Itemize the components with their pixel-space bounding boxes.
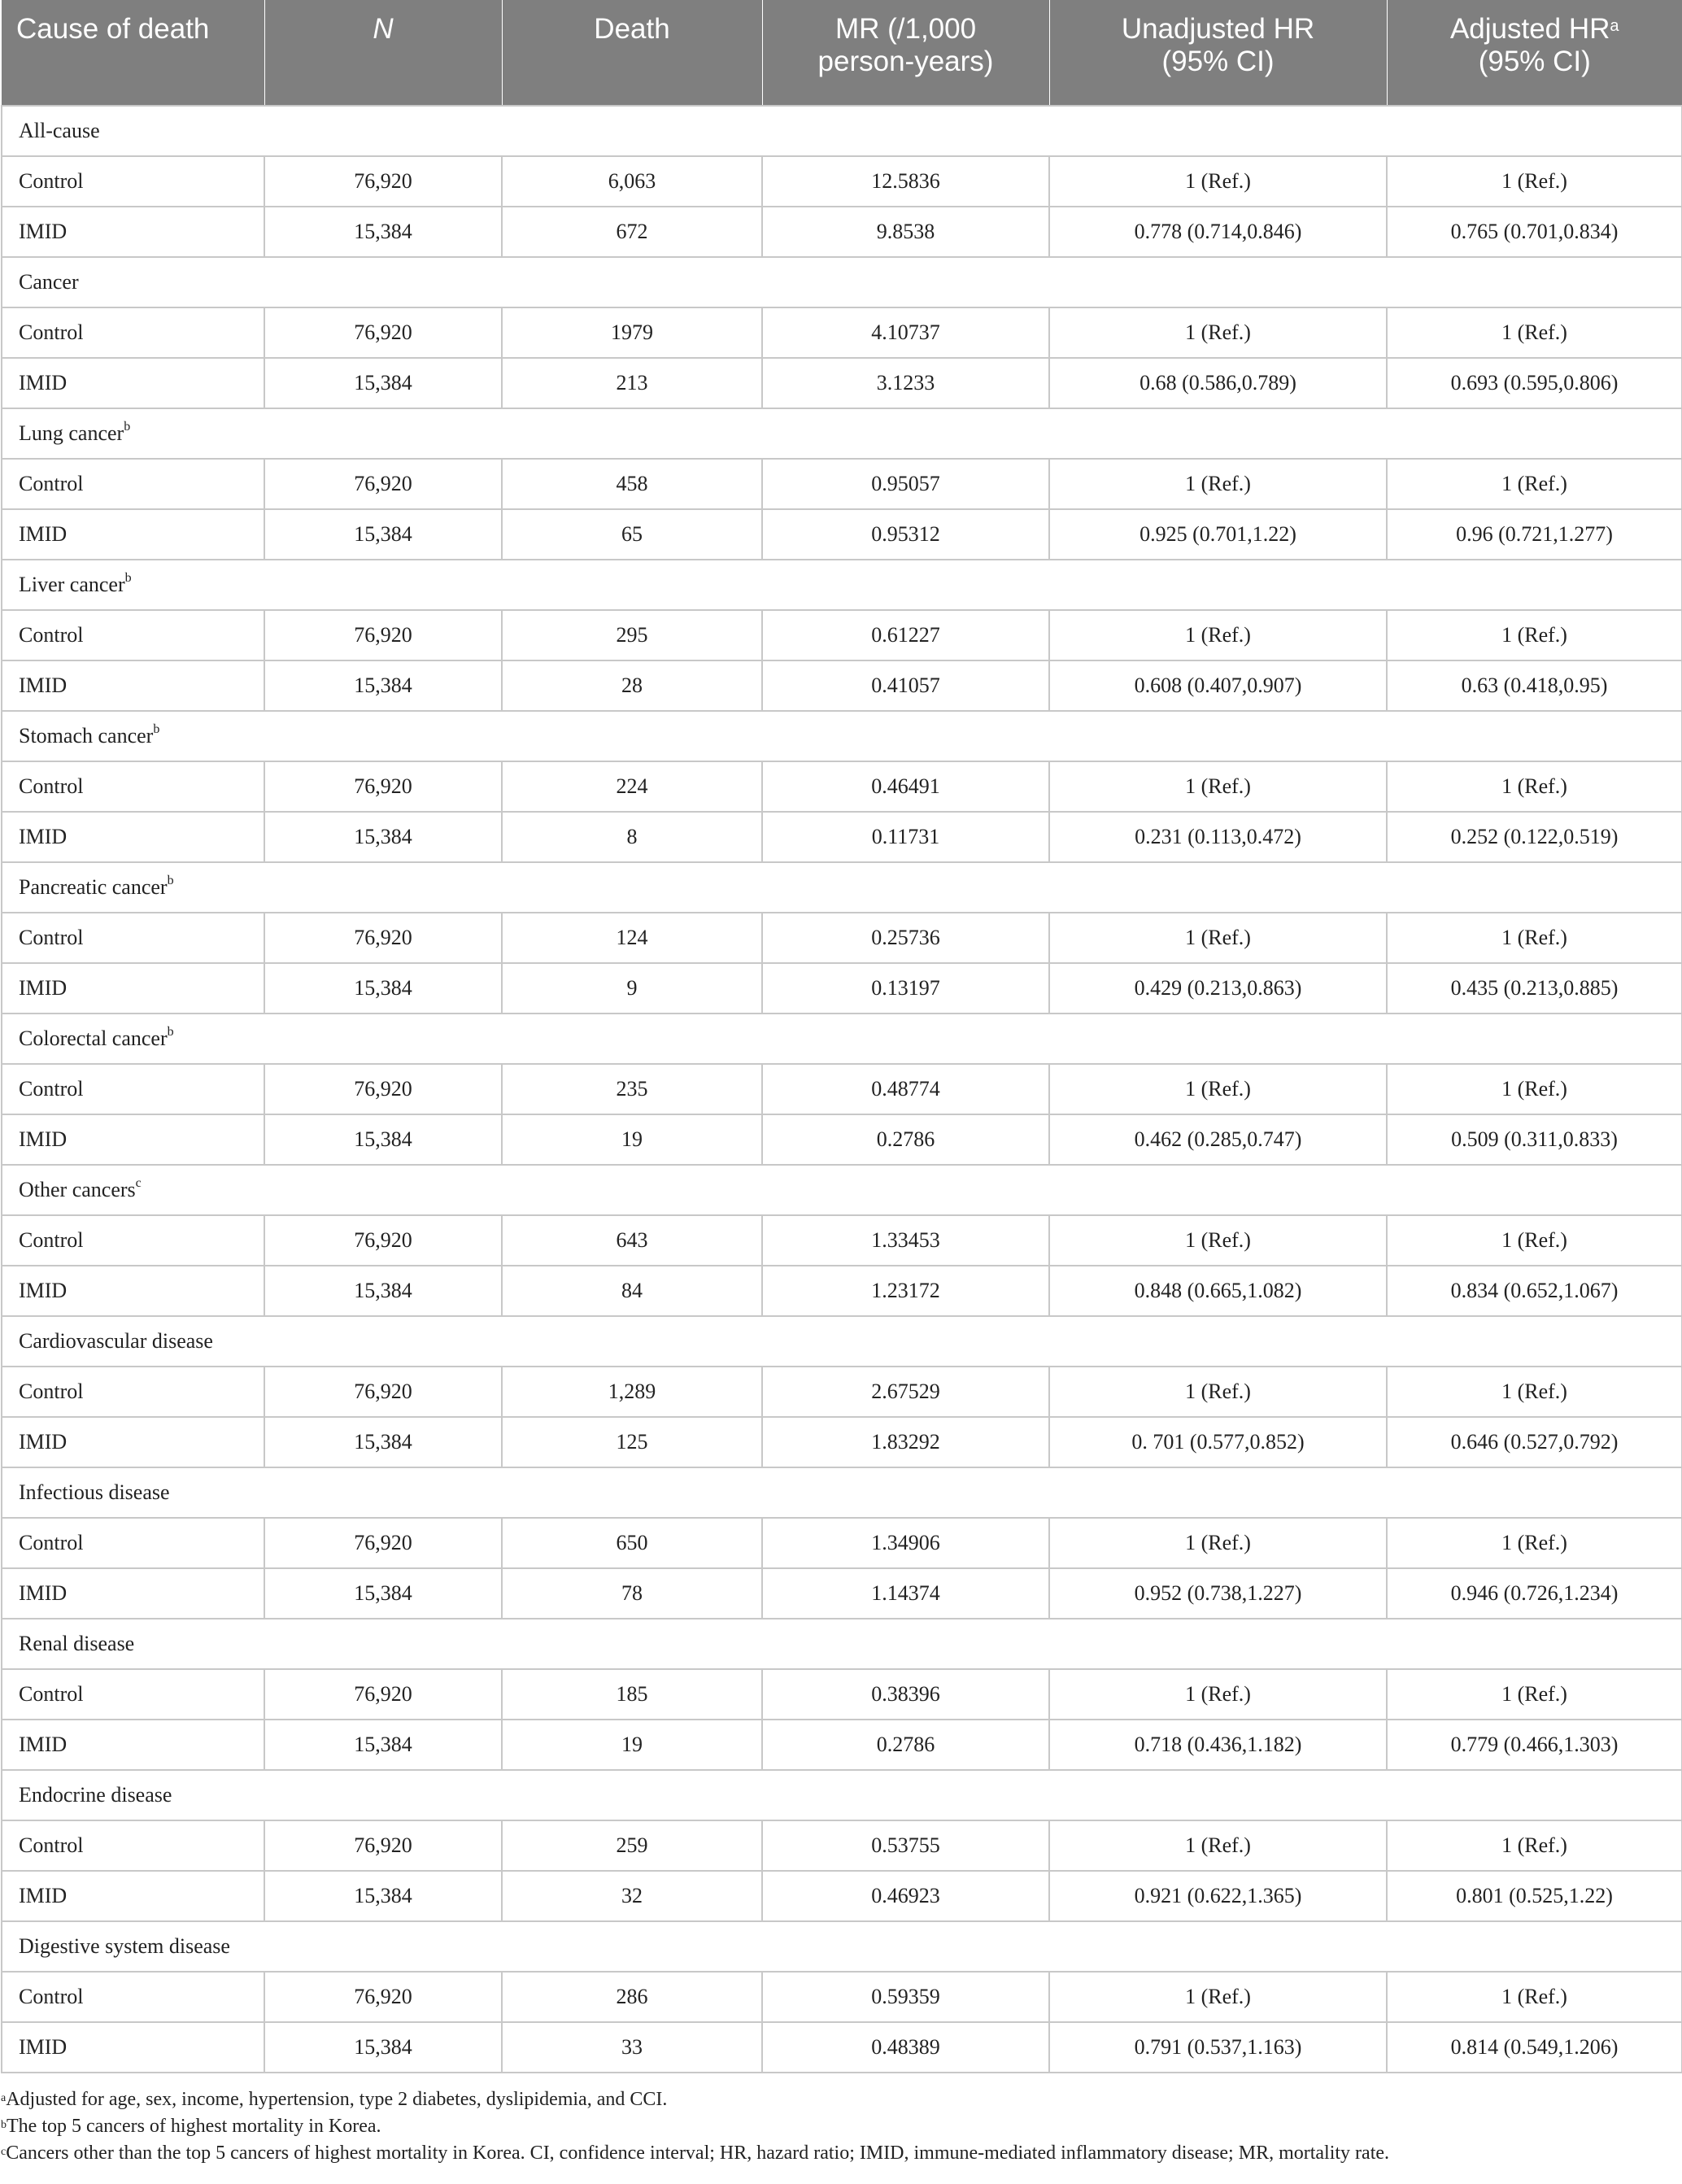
mr-cell: 1.33453	[762, 1215, 1049, 1266]
group-cell: IMID	[2, 963, 264, 1014]
group-cell: Control	[2, 1064, 264, 1114]
unadjusted-hr-cell: 1 (Ref.)	[1049, 459, 1387, 509]
adjusted-hr-cell: 1 (Ref.)	[1387, 761, 1682, 812]
death-cell: 19	[502, 1114, 762, 1165]
mr-cell: 0.95057	[762, 459, 1049, 509]
footnote	[1, 2140, 1681, 2167]
n-cell: 15,384	[264, 812, 502, 862]
n-cell: 76,920	[264, 307, 502, 358]
cause-label-cell	[2, 711, 1682, 761]
mortality-table	[1, 0, 1682, 2073]
unadjusted-hr-cell: 1 (Ref.)	[1049, 1820, 1387, 1871]
cause-label: Stomach cancer	[19, 724, 154, 748]
adjusted-hr-cell: 1 (Ref.)	[1387, 1669, 1682, 1720]
table-row	[2, 1871, 1682, 1921]
mortality-table-container	[1, 0, 1681, 2073]
n-cell: 76,920	[264, 156, 502, 207]
unadjusted-hr-cell: 0.231 (0.113,0.472)	[1049, 812, 1387, 862]
unadjusted-hr-cell: 0.848 (0.665,1.082)	[1049, 1266, 1387, 1316]
cause-label-cell	[2, 1770, 1682, 1820]
adjusted-hr-cell: 0.946 (0.726,1.234)	[1387, 1568, 1682, 1619]
mr-cell: 0.25736	[762, 913, 1049, 963]
unadjusted-hr-cell: 1 (Ref.)	[1049, 1367, 1387, 1417]
unadjusted-hr-cell: 0.791 (0.537,1.163)	[1049, 2022, 1387, 2073]
table-row	[2, 1568, 1682, 1619]
table-row	[2, 1266, 1682, 1316]
header-adj-sup: a	[1610, 17, 1619, 35]
header-death: Death	[502, 0, 762, 106]
table-header	[2, 0, 1682, 106]
cause-label: All-cause	[19, 119, 100, 142]
unadjusted-hr-cell: 0.718 (0.436,1.182)	[1049, 1720, 1387, 1770]
cause-label-cell	[2, 1921, 1682, 1972]
group-cell: Control	[2, 1820, 264, 1871]
death-cell: 458	[502, 459, 762, 509]
group-cell: Control	[2, 156, 264, 207]
table-body	[2, 106, 1682, 2073]
table-row	[2, 812, 1682, 862]
n-cell: 15,384	[264, 1114, 502, 1165]
cause-label-cell	[2, 862, 1682, 913]
n-cell: 15,384	[264, 1871, 502, 1921]
table-row	[2, 1518, 1682, 1568]
death-cell: 19	[502, 1720, 762, 1770]
footnote	[1, 2113, 1681, 2140]
cause-label: Cardiovascular disease	[19, 1329, 213, 1353]
n-cell: 76,920	[264, 913, 502, 963]
adjusted-hr-cell: 0.834 (0.652,1.067)	[1387, 1266, 1682, 1316]
cause-label: Infectious disease	[19, 1480, 170, 1504]
group-cell: IMID	[2, 812, 264, 862]
header-mr-line1: MR (/1,000	[834, 13, 977, 45]
adjusted-hr-cell: 0.765 (0.701,0.834)	[1387, 207, 1682, 257]
n-cell: 76,920	[264, 1669, 502, 1720]
cause-label: Digestive system disease	[19, 1934, 230, 1958]
adjusted-hr-cell: 0.814 (0.549,1.206)	[1387, 2022, 1682, 2073]
footnotes	[1, 2086, 1681, 2167]
group-cell: Control	[2, 1367, 264, 1417]
adjusted-hr-cell: 0.509 (0.311,0.833)	[1387, 1114, 1682, 1165]
table-row	[2, 1820, 1682, 1871]
cause-label: Colorectal cancer	[19, 1027, 168, 1050]
n-cell: 76,920	[264, 610, 502, 660]
group-cell: IMID	[2, 1114, 264, 1165]
death-cell: 78	[502, 1568, 762, 1619]
group-cell: IMID	[2, 509, 264, 560]
group-cell: Control	[2, 307, 264, 358]
group-cell: IMID	[2, 660, 264, 711]
mr-cell: 0.61227	[762, 610, 1049, 660]
mr-cell: 0.59359	[762, 1972, 1049, 2022]
cause-row	[2, 1467, 1682, 1518]
unadjusted-hr-cell: 1 (Ref.)	[1049, 1669, 1387, 1720]
table-row	[2, 660, 1682, 711]
mr-cell: 0.11731	[762, 812, 1049, 862]
cause-row	[2, 1921, 1682, 1972]
adjusted-hr-cell: 0.646 (0.527,0.792)	[1387, 1417, 1682, 1467]
cause-label-cell	[2, 1619, 1682, 1669]
n-cell: 15,384	[264, 1568, 502, 1619]
cause-row	[2, 711, 1682, 761]
death-cell: 32	[502, 1871, 762, 1921]
death-cell: 286	[502, 1972, 762, 2022]
cause-footnote-marker: b	[167, 874, 174, 887]
mr-cell: 0.48389	[762, 2022, 1049, 2073]
footnote-text: The top 5 cancers of highest mortality in Korea.	[7, 2116, 381, 2137]
n-cell: 15,384	[264, 1266, 502, 1316]
cause-row	[2, 560, 1682, 610]
table-row	[2, 2022, 1682, 2073]
unadjusted-hr-cell: 0.925 (0.701,1.22)	[1049, 509, 1387, 560]
mr-cell: 0.2786	[762, 1114, 1049, 1165]
mr-cell: 1.14374	[762, 1568, 1049, 1619]
mr-cell: 12.5836	[762, 156, 1049, 207]
header-n: N	[264, 0, 502, 106]
n-cell: 76,920	[264, 1972, 502, 2022]
table-row	[2, 509, 1682, 560]
mr-cell: 0.38396	[762, 1669, 1049, 1720]
mr-cell: 0.46491	[762, 761, 1049, 812]
footnote-marker: a	[1, 2092, 7, 2104]
header-cause-of-death: Cause of death	[2, 0, 264, 106]
table-row	[2, 358, 1682, 408]
group-cell: Control	[2, 1669, 264, 1720]
header-unadj-line2: (95% CI)	[1161, 46, 1275, 77]
group-cell: IMID	[2, 358, 264, 408]
cause-label-cell	[2, 1014, 1682, 1064]
unadjusted-hr-cell: 0.778 (0.714,0.846)	[1049, 207, 1387, 257]
unadjusted-hr-cell: 0.429 (0.213,0.863)	[1049, 963, 1387, 1014]
adjusted-hr-cell: 0.435 (0.213,0.885)	[1387, 963, 1682, 1014]
mr-cell: 0.48774	[762, 1064, 1049, 1114]
header-unadj-line1: Unadjusted HR	[1121, 13, 1315, 45]
cause-footnote-marker: b	[124, 571, 132, 585]
death-cell: 124	[502, 913, 762, 963]
group-cell: IMID	[2, 2022, 264, 2073]
death-cell: 213	[502, 358, 762, 408]
cause-row	[2, 862, 1682, 913]
mr-cell: 0.95312	[762, 509, 1049, 560]
table-row	[2, 1720, 1682, 1770]
header-adjusted-hr	[1387, 0, 1682, 106]
cause-label: Lung cancer	[19, 421, 124, 445]
unadjusted-hr-cell: 1 (Ref.)	[1049, 761, 1387, 812]
n-cell: 76,920	[264, 1367, 502, 1417]
table-row	[2, 913, 1682, 963]
cause-row	[2, 1619, 1682, 1669]
n-cell: 15,384	[264, 1720, 502, 1770]
group-cell: IMID	[2, 1417, 264, 1467]
group-cell: IMID	[2, 1266, 264, 1316]
mr-cell: 9.8538	[762, 207, 1049, 257]
n-cell: 15,384	[264, 358, 502, 408]
adjusted-hr-cell: 1 (Ref.)	[1387, 913, 1682, 963]
cause-label: Other cancers	[19, 1178, 136, 1201]
mr-cell: 4.10737	[762, 307, 1049, 358]
header-mr-line2: person-years)	[817, 46, 994, 77]
n-cell: 15,384	[264, 660, 502, 711]
unadjusted-hr-cell: 0.952 (0.738,1.227)	[1049, 1568, 1387, 1619]
adjusted-hr-cell: 1 (Ref.)	[1387, 1518, 1682, 1568]
group-cell: IMID	[2, 1871, 264, 1921]
unadjusted-hr-cell: 0.462 (0.285,0.747)	[1049, 1114, 1387, 1165]
footnote-text: Adjusted for age, sex, income, hypertension, type 2 diabetes, dyslipidemia, and CCI.	[6, 2089, 668, 2110]
header-unadjusted-hr	[1049, 0, 1387, 106]
group-cell: IMID	[2, 1568, 264, 1619]
unadjusted-hr-cell: 1 (Ref.)	[1049, 1518, 1387, 1568]
cause-label-cell	[2, 257, 1682, 307]
group-cell: Control	[2, 913, 264, 963]
death-cell: 28	[502, 660, 762, 711]
unadjusted-hr-cell: 1 (Ref.)	[1049, 156, 1387, 207]
cause-label-cell	[2, 408, 1682, 459]
mr-cell: 2.67529	[762, 1367, 1049, 1417]
mr-cell: 0.2786	[762, 1720, 1049, 1770]
n-cell: 15,384	[264, 2022, 502, 2073]
table-row	[2, 307, 1682, 358]
death-cell: 8	[502, 812, 762, 862]
header-mortality-rate	[762, 0, 1049, 106]
mr-cell: 0.41057	[762, 660, 1049, 711]
cause-row	[2, 408, 1682, 459]
cause-label: Cancer	[19, 270, 79, 294]
table-row	[2, 610, 1682, 660]
adjusted-hr-cell: 1 (Ref.)	[1387, 1820, 1682, 1871]
death-cell: 295	[502, 610, 762, 660]
mr-cell: 0.53755	[762, 1820, 1049, 1871]
footnote-marker: c	[1, 2146, 7, 2158]
adjusted-hr-cell: 1 (Ref.)	[1387, 156, 1682, 207]
cause-row	[2, 1165, 1682, 1215]
mr-cell: 0.46923	[762, 1871, 1049, 1921]
header-adj-line2: (95% CI)	[1478, 46, 1591, 77]
adjusted-hr-cell: 0.63 (0.418,0.95)	[1387, 660, 1682, 711]
unadjusted-hr-cell: 0.921 (0.622,1.365)	[1049, 1871, 1387, 1921]
adjusted-hr-cell: 1 (Ref.)	[1387, 1367, 1682, 1417]
n-cell: 76,920	[264, 459, 502, 509]
unadjusted-hr-cell: 0.608 (0.407,0.907)	[1049, 660, 1387, 711]
death-cell: 65	[502, 509, 762, 560]
group-cell: Control	[2, 761, 264, 812]
group-cell: Control	[2, 1215, 264, 1266]
death-cell: 33	[502, 2022, 762, 2073]
cause-label: Endocrine disease	[19, 1783, 172, 1807]
cause-label-cell	[2, 106, 1682, 156]
unadjusted-hr-cell: 1 (Ref.)	[1049, 913, 1387, 963]
table-row	[2, 1669, 1682, 1720]
unadjusted-hr-cell: 1 (Ref.)	[1049, 1215, 1387, 1266]
adjusted-hr-cell: 1 (Ref.)	[1387, 1972, 1682, 2022]
death-cell: 1,289	[502, 1367, 762, 1417]
unadjusted-hr-cell: 1 (Ref.)	[1049, 1972, 1387, 2022]
table-row	[2, 1114, 1682, 1165]
death-cell: 84	[502, 1266, 762, 1316]
death-cell: 643	[502, 1215, 762, 1266]
death-cell: 1979	[502, 307, 762, 358]
group-cell: Control	[2, 1518, 264, 1568]
death-cell: 235	[502, 1064, 762, 1114]
group-cell: IMID	[2, 207, 264, 257]
adjusted-hr-cell: 0.779 (0.466,1.303)	[1387, 1720, 1682, 1770]
cause-label: Liver cancer	[19, 573, 125, 596]
footnote	[1, 2086, 1681, 2113]
header-row	[2, 0, 1682, 106]
n-cell: 15,384	[264, 1417, 502, 1467]
cause-row	[2, 1316, 1682, 1367]
n-cell: 76,920	[264, 1215, 502, 1266]
cause-label: Pancreatic cancer	[19, 875, 168, 899]
cause-row	[2, 106, 1682, 156]
death-cell: 259	[502, 1820, 762, 1871]
cause-label-cell	[2, 1165, 1682, 1215]
cause-row	[2, 1014, 1682, 1064]
footnote-text: Cancers other than the top 5 cancers of highest mortality in Korea. CI, confidence interval; HR, hazard ratio; IMID, immune-mediated inflammatory disease; MR, mortality rate.	[6, 2143, 1390, 2164]
death-cell: 672	[502, 207, 762, 257]
group-cell: IMID	[2, 1720, 264, 1770]
table-row	[2, 1064, 1682, 1114]
unadjusted-hr-cell: 0.68 (0.586,0.789)	[1049, 358, 1387, 408]
n-cell: 76,920	[264, 1064, 502, 1114]
table-row	[2, 963, 1682, 1014]
adjusted-hr-cell: 1 (Ref.)	[1387, 1064, 1682, 1114]
cause-label-cell	[2, 560, 1682, 610]
table-row	[2, 761, 1682, 812]
mr-cell: 1.34906	[762, 1518, 1049, 1568]
unadjusted-hr-cell: 1 (Ref.)	[1049, 1064, 1387, 1114]
adjusted-hr-cell: 1 (Ref.)	[1387, 459, 1682, 509]
n-cell: 76,920	[264, 761, 502, 812]
footnote-marker: b	[1, 2119, 7, 2131]
death-cell: 224	[502, 761, 762, 812]
adjusted-hr-cell: 0.693 (0.595,0.806)	[1387, 358, 1682, 408]
group-cell: Control	[2, 610, 264, 660]
n-cell: 15,384	[264, 207, 502, 257]
mr-cell: 3.1233	[762, 358, 1049, 408]
adjusted-hr-cell: 1 (Ref.)	[1387, 610, 1682, 660]
table-row	[2, 156, 1682, 207]
unadjusted-hr-cell: 0. 701 (0.577,0.852)	[1049, 1417, 1387, 1467]
unadjusted-hr-cell: 1 (Ref.)	[1049, 307, 1387, 358]
adjusted-hr-cell: 0.96 (0.721,1.277)	[1387, 509, 1682, 560]
mr-cell: 1.23172	[762, 1266, 1049, 1316]
mr-cell: 0.13197	[762, 963, 1049, 1014]
unadjusted-hr-cell: 1 (Ref.)	[1049, 610, 1387, 660]
mr-cell: 1.83292	[762, 1417, 1049, 1467]
table-row	[2, 1367, 1682, 1417]
table-row	[2, 207, 1682, 257]
n-cell: 15,384	[264, 509, 502, 560]
death-cell: 185	[502, 1669, 762, 1720]
cause-label-cell	[2, 1467, 1682, 1518]
adjusted-hr-cell: 0.801 (0.525,1.22)	[1387, 1871, 1682, 1921]
death-cell: 125	[502, 1417, 762, 1467]
cause-footnote-marker: c	[135, 1176, 142, 1190]
n-cell: 76,920	[264, 1820, 502, 1871]
table-row	[2, 1417, 1682, 1467]
cause-label-cell	[2, 1316, 1682, 1367]
table-row	[2, 459, 1682, 509]
header-adj-line1: Adjusted HR	[1449, 13, 1610, 45]
table-row	[2, 1215, 1682, 1266]
n-cell: 15,384	[264, 963, 502, 1014]
cause-footnote-marker: b	[124, 420, 131, 434]
cause-footnote-marker: b	[167, 1025, 174, 1039]
adjusted-hr-cell: 1 (Ref.)	[1387, 1215, 1682, 1266]
cause-row	[2, 1770, 1682, 1820]
n-cell: 76,920	[264, 1518, 502, 1568]
group-cell: Control	[2, 1972, 264, 2022]
death-cell: 9	[502, 963, 762, 1014]
cause-footnote-marker: b	[153, 722, 160, 736]
cause-row	[2, 257, 1682, 307]
adjusted-hr-cell: 1 (Ref.)	[1387, 307, 1682, 358]
adjusted-hr-cell: 0.252 (0.122,0.519)	[1387, 812, 1682, 862]
death-cell: 650	[502, 1518, 762, 1568]
table-row	[2, 1972, 1682, 2022]
group-cell: Control	[2, 459, 264, 509]
cause-label: Renal disease	[19, 1632, 135, 1655]
death-cell: 6,063	[502, 156, 762, 207]
